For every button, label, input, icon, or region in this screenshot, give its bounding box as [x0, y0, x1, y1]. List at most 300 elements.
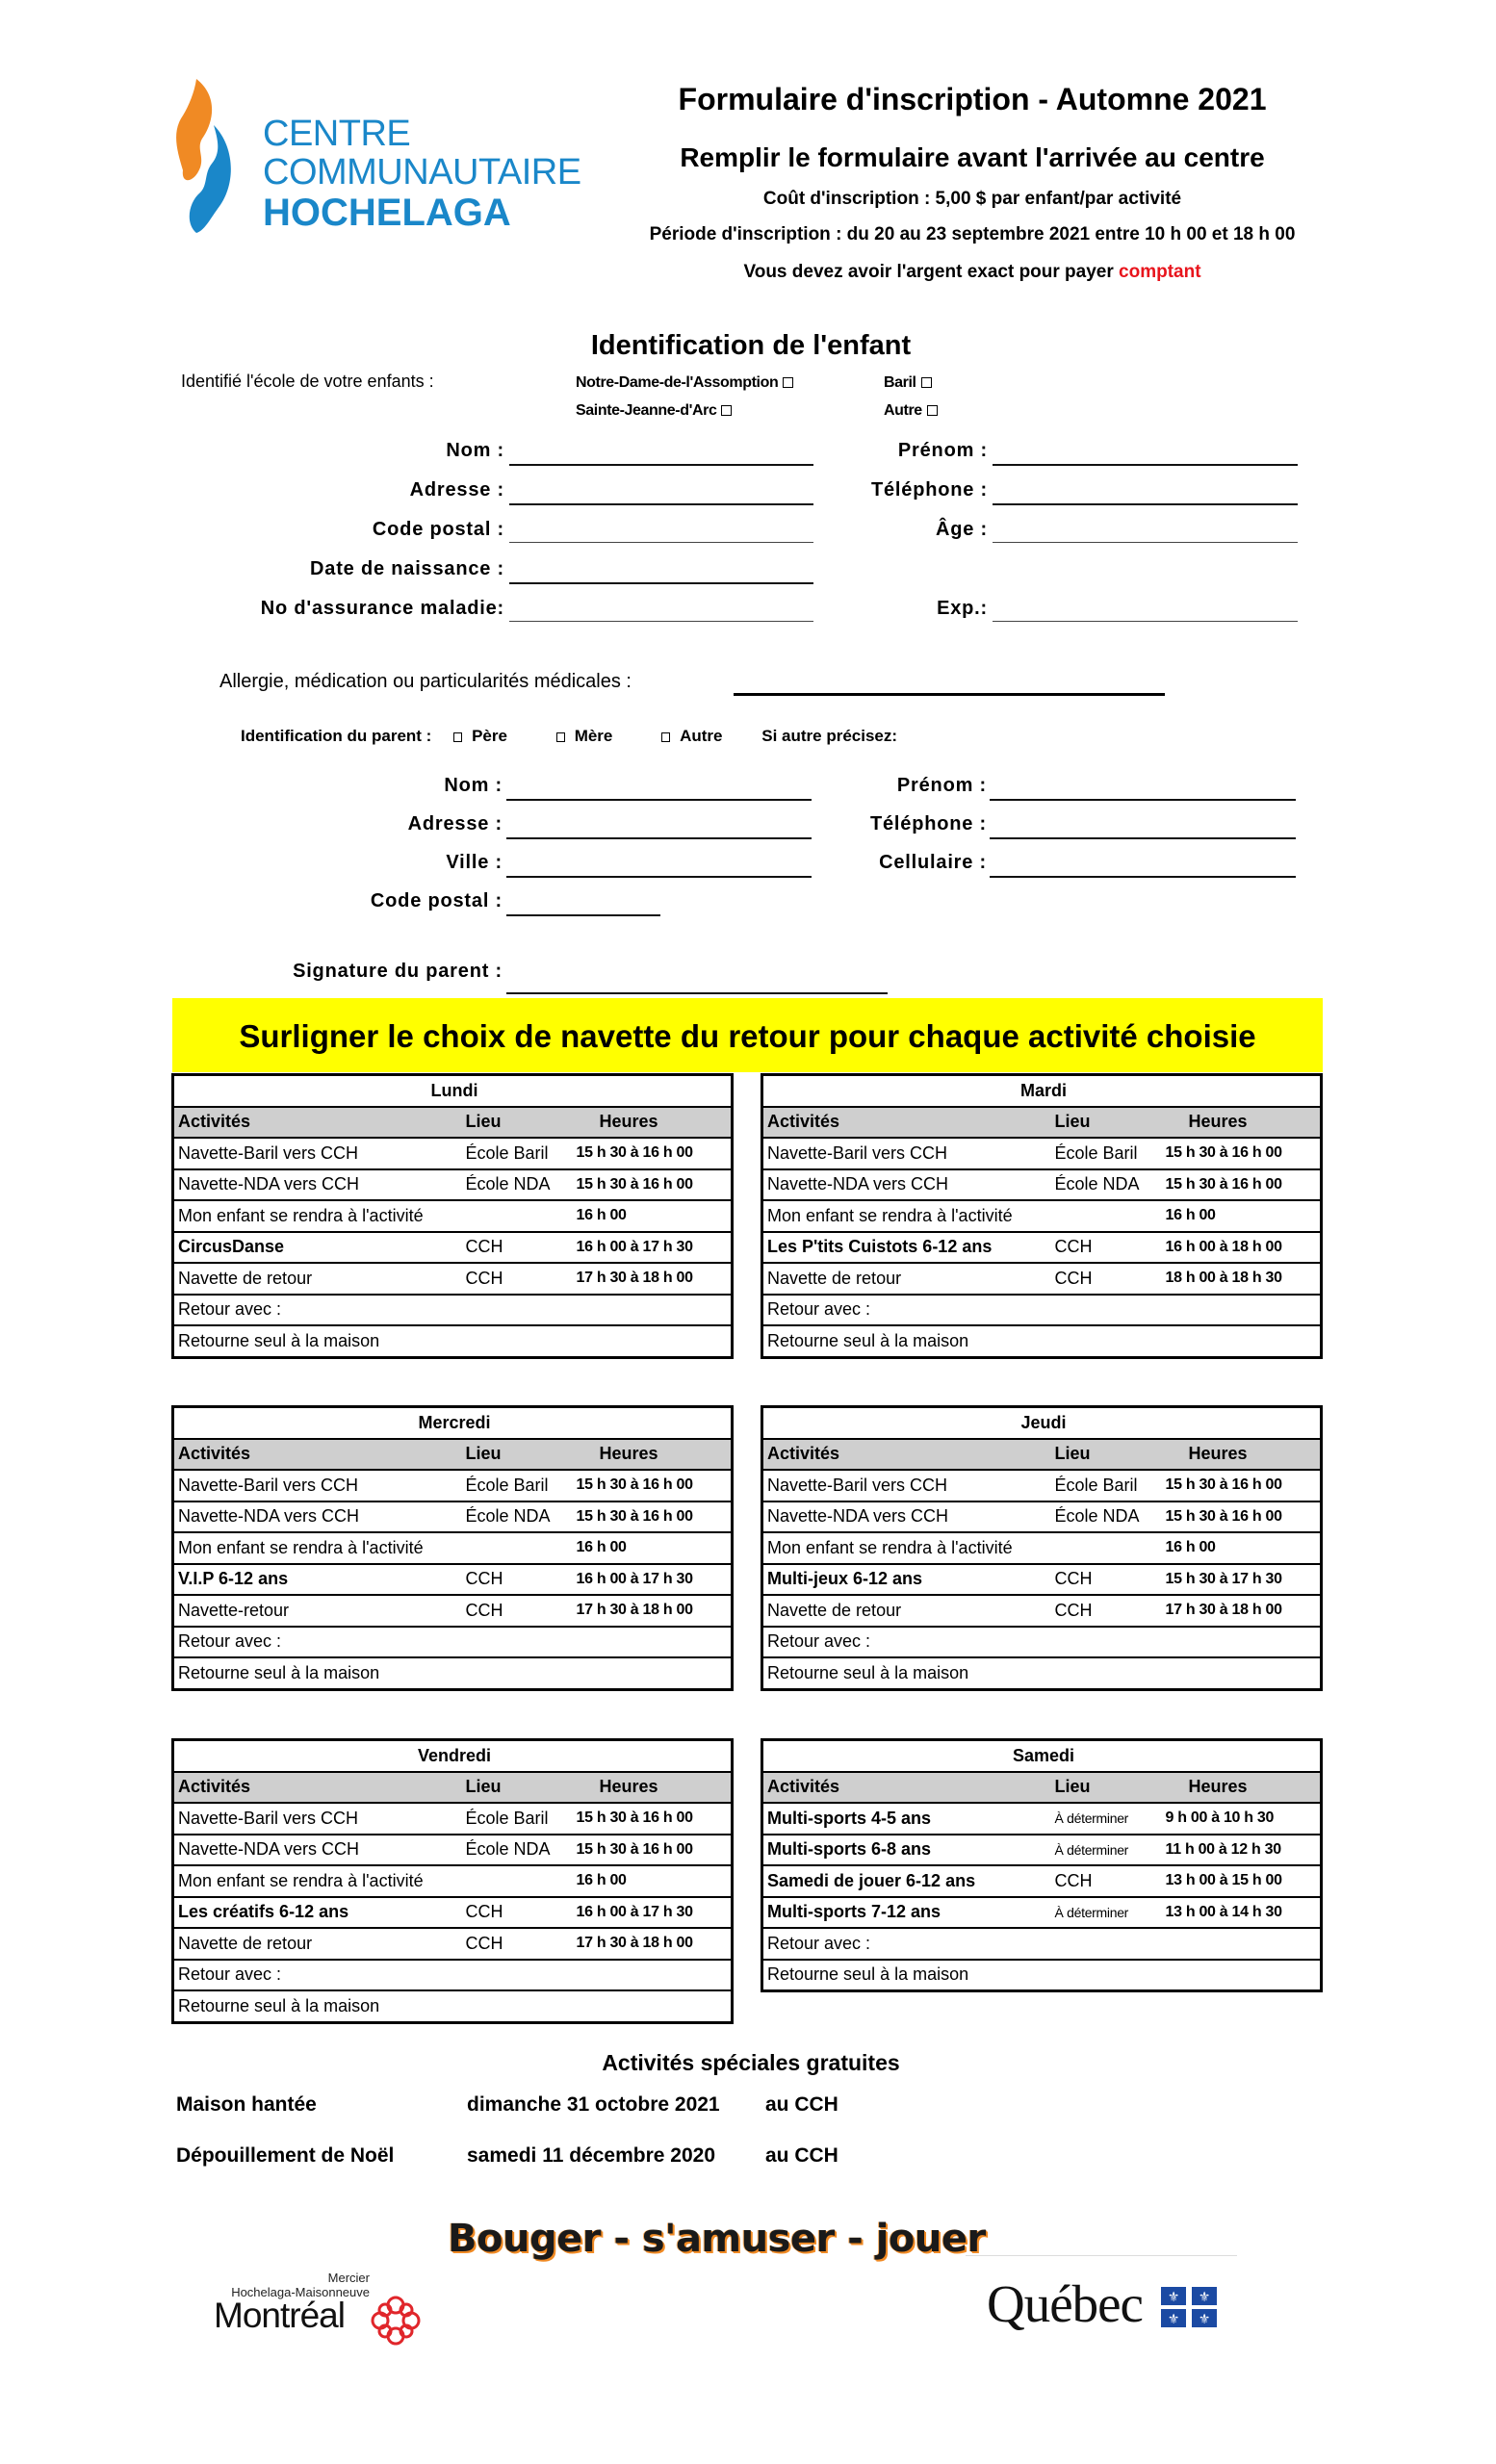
parent-telephone-label: Téléphone : [869, 813, 987, 834]
activity-place: CCH [462, 1897, 573, 1929]
child-health-insurance-field[interactable] [509, 621, 813, 622]
activity-hours: 15 h 30 à 16 h 00 [573, 1835, 733, 1866]
activity-hours [573, 1295, 733, 1326]
child-nom-field[interactable] [509, 464, 813, 466]
activity-place: À déterminer [1051, 1803, 1162, 1835]
day-name: Mercredi [173, 1407, 733, 1439]
activity-row[interactable] [762, 1803, 1322, 1835]
activity-place: CCH [462, 1595, 573, 1627]
activity-hours: 15 h 30 à 16 h 00 [1162, 1169, 1322, 1201]
parent-option-label: Père [472, 727, 507, 745]
child-code-postal-field[interactable] [509, 542, 813, 543]
activity-place: École NDA [1051, 1502, 1162, 1533]
activity-name: Mon enfant se rendra à l'activité [173, 1865, 462, 1897]
activity-hours: 15 h 30 à 16 h 00 [573, 1803, 733, 1835]
column-header-row [173, 1772, 733, 1804]
parent-option-label: Autre [680, 727, 723, 745]
montreal-borough-line2: Hochelaga-Maisonneuve [231, 2284, 370, 2299]
activity-place [1051, 1295, 1162, 1326]
activity-place: École NDA [462, 1169, 573, 1201]
activity-hours: 11 h 00 à 12 h 30 [1162, 1835, 1322, 1866]
activity-place [1051, 1928, 1162, 1960]
activity-name: CircusDanse [173, 1232, 462, 1264]
activity-row[interactable] [762, 1232, 1322, 1264]
special-event-1-date: dimanche 31 octobre 2021 [467, 2093, 720, 2116]
activity-name: Mon enfant se rendra à l'activité [173, 1200, 462, 1232]
signature-label: Signature du parent : [293, 961, 503, 982]
activity-row[interactable] [173, 1595, 733, 1627]
svg-text:⚜: ⚜ [1198, 2312, 1211, 2327]
header-hours: Heures [1162, 1439, 1322, 1471]
activity-name: Navette-NDA vers CCH [173, 1169, 462, 1201]
activity-row[interactable] [173, 1657, 733, 1689]
activity-row[interactable] [762, 1200, 1322, 1232]
parent-ville-label: Ville : [446, 852, 503, 873]
parent-option-label: Mère [574, 727, 613, 745]
activity-place: École Baril [462, 1470, 573, 1502]
activity-hours [1162, 1295, 1322, 1326]
activity-row[interactable] [173, 1897, 733, 1929]
activity-row[interactable] [762, 1835, 1322, 1866]
activity-row[interactable] [173, 1502, 733, 1533]
activity-hours: 17 h 30 à 18 h 00 [573, 1263, 733, 1295]
activity-hours: 18 h 00 à 18 h 30 [1162, 1263, 1322, 1295]
header-activity: Activités [762, 1772, 1051, 1804]
school-option-label: Sainte-Jeanne-d'Arc [576, 402, 717, 419]
activity-name: Navette-NDA vers CCH [173, 1502, 462, 1533]
activity-name: Retourne seul à la maison [173, 1325, 462, 1357]
child-section-title: Identification de l'enfant [590, 330, 912, 361]
day-name: Vendredi [173, 1740, 733, 1772]
child-adresse-label: Adresse : [409, 479, 504, 500]
activity-row[interactable] [762, 1627, 1322, 1658]
parent-adresse-label: Adresse : [407, 813, 503, 834]
activity-row[interactable] [762, 1325, 1322, 1357]
special-event-1-place: au CCH [765, 2093, 838, 2116]
parent-prenom-field[interactable] [990, 799, 1296, 801]
registration-period: Période d'inscription : du 20 au 23 septembre 2021 entre 10 h 00 et 18 h 00 [649, 224, 1296, 244]
allergy-field[interactable] [734, 693, 1165, 696]
activity-hours: 9 h 00 à 10 h 30 [1162, 1803, 1322, 1835]
activity-place: École Baril [1051, 1138, 1162, 1169]
activity-hours [1162, 1325, 1322, 1357]
quebec-logo-text: Québec [987, 2274, 1143, 2333]
activity-name: Retourne seul à la maison [762, 1960, 1051, 1991]
activity-name: Navette-NDA vers CCH [762, 1169, 1051, 1201]
child-age-field[interactable] [993, 542, 1298, 543]
child-birthdate-field[interactable] [509, 582, 813, 584]
activity-place [1051, 1627, 1162, 1658]
school-label: Identifié l'école de votre enfants : [181, 372, 434, 391]
activity-place: École Baril [1051, 1470, 1162, 1502]
header-place: Lieu [1051, 1107, 1162, 1139]
parent-adresse-field[interactable] [506, 837, 812, 839]
activity-name: Navette-Baril vers CCH [762, 1138, 1051, 1169]
activity-name: Navette-Baril vers CCH [173, 1470, 462, 1502]
activity-hours: 15 h 30 à 17 h 30 [1162, 1564, 1322, 1596]
checkbox-icon[interactable] [453, 732, 462, 742]
special-event-2-name: Dépouillement de Noël [176, 2144, 395, 2167]
header-place: Lieu [462, 1772, 573, 1804]
activity-name: Navette-NDA vers CCH [762, 1502, 1051, 1533]
activity-hours [573, 1657, 733, 1689]
child-nom-label: Nom : [446, 440, 504, 461]
logo-line-2: COMMUNAUTAIRE [263, 152, 581, 192]
activity-place: À déterminer [1051, 1835, 1162, 1866]
divider [966, 2255, 1237, 2256]
school-option-other[interactable] [884, 402, 938, 420]
header-hours: Heures [1162, 1772, 1322, 1804]
column-header-row [173, 1107, 733, 1139]
activity-name: Retourne seul à la maison [762, 1657, 1051, 1689]
activity-name: Samedi de jouer 6-12 ans [762, 1865, 1051, 1897]
special-event-2-place: au CCH [765, 2144, 838, 2167]
activity-hours: 16 h 00 [573, 1200, 733, 1232]
activity-row[interactable] [173, 1138, 733, 1169]
parent-cellulaire-label: Cellulaire : [879, 852, 987, 873]
activity-name: Retour avec : [762, 1295, 1051, 1326]
header-place: Lieu [1051, 1772, 1162, 1804]
activity-name: Multi-jeux 6-12 ans [762, 1564, 1051, 1596]
activity-place: CCH [462, 1928, 573, 1960]
activity-place [1051, 1200, 1162, 1232]
header-place: Lieu [462, 1439, 573, 1471]
child-birthdate-label: Date de naissance : [310, 558, 504, 579]
activity-place [462, 1325, 573, 1357]
activity-place: CCH [462, 1564, 573, 1596]
child-telephone-label: Téléphone : [870, 479, 988, 500]
flame-hands-logo-icon [175, 79, 235, 233]
activity-name: Retour avec : [762, 1627, 1051, 1658]
activity-place [462, 1657, 573, 1689]
child-code-postal-label: Code postal : [372, 519, 504, 540]
day-name: Samedi [762, 1740, 1322, 1772]
header-activity: Activités [762, 1439, 1051, 1471]
activity-row[interactable] [173, 1627, 733, 1658]
activity-row[interactable] [173, 1325, 733, 1357]
activity-name: Navette-retour [173, 1595, 462, 1627]
activity-name: Navette de retour [762, 1595, 1051, 1627]
signature-field[interactable] [506, 992, 888, 994]
activity-place [1051, 1657, 1162, 1689]
activity-hours: 15 h 30 à 16 h 00 [1162, 1470, 1322, 1502]
parent-prenom-label: Prénom : [896, 775, 987, 796]
activity-hours [1162, 1627, 1322, 1658]
activity-name: Retour avec : [173, 1295, 462, 1326]
activity-place [462, 1960, 573, 1991]
activity-name: Navette de retour [173, 1928, 462, 1960]
activity-name: Navette-NDA vers CCH [173, 1835, 462, 1866]
activity-name: Multi-sports 6-8 ans [762, 1835, 1051, 1866]
activity-name: Retourne seul à la maison [762, 1325, 1051, 1357]
centre-logo-text [263, 116, 581, 232]
school-option-label: Autre [884, 402, 922, 419]
activity-place: CCH [1051, 1232, 1162, 1264]
activity-place [462, 1990, 573, 2022]
activity-row[interactable] [762, 1865, 1322, 1897]
activity-place [462, 1200, 573, 1232]
payment-cash-highlight: comptant [1119, 262, 1201, 282]
header-place: Lieu [462, 1107, 573, 1139]
parent-nom-label: Nom : [444, 775, 503, 796]
activity-place [462, 1865, 573, 1897]
activity-place: CCH [1051, 1595, 1162, 1627]
activity-row[interactable] [762, 1595, 1322, 1627]
header-hours: Heures [573, 1439, 733, 1471]
schedule-table-lundi [171, 1073, 734, 1359]
activity-hours: 16 h 00 à 17 h 30 [573, 1897, 733, 1929]
header-place: Lieu [1051, 1439, 1162, 1471]
schedule-table-jeudi [761, 1405, 1323, 1691]
activity-row[interactable] [762, 1564, 1322, 1596]
activity-row[interactable] [173, 1532, 733, 1564]
activity-hours [1162, 1657, 1322, 1689]
activity-name: Navette de retour [173, 1263, 462, 1295]
day-title-row [173, 1407, 733, 1439]
checkbox-icon[interactable] [783, 377, 793, 388]
activity-name: Multi-sports 4-5 ans [762, 1803, 1051, 1835]
form-title: Formulaire d'inscription - Automne 2021 [678, 82, 1267, 116]
school-option-label: Baril [884, 374, 916, 391]
activity-place [462, 1627, 573, 1658]
activity-name: Les P'tits Cuistots 6-12 ans [762, 1232, 1051, 1264]
activity-name: Retourne seul à la maison [173, 1657, 462, 1689]
quebec-flag-icon [1160, 2286, 1218, 2328]
activity-row[interactable] [173, 1990, 733, 2022]
activity-name: Navette de retour [762, 1263, 1051, 1295]
montreal-logo-text: Montréal [214, 2296, 345, 2335]
activity-name: Navette-Baril vers CCH [173, 1803, 462, 1835]
activity-hours: 16 h 00 [573, 1865, 733, 1897]
activity-place [462, 1295, 573, 1326]
activity-hours [573, 1990, 733, 2022]
activity-row[interactable] [762, 1532, 1322, 1564]
activity-name: Les créatifs 6-12 ans [173, 1897, 462, 1929]
activity-hours [1162, 1960, 1322, 1991]
activity-hours: 13 h 00 à 14 h 30 [1162, 1897, 1322, 1929]
activity-hours: 17 h 30 à 18 h 00 [573, 1595, 733, 1627]
activity-name: Mon enfant se rendra à l'activité [762, 1532, 1051, 1564]
activity-row[interactable] [762, 1502, 1322, 1533]
school-option-sja[interactable] [576, 402, 732, 420]
activity-row[interactable] [762, 1897, 1322, 1929]
activity-hours: 17 h 30 à 18 h 00 [573, 1928, 733, 1960]
schedule-table-mercredi [171, 1405, 734, 1691]
day-name: Lundi [173, 1075, 733, 1107]
activity-place: École NDA [1051, 1169, 1162, 1201]
column-header-row [762, 1107, 1322, 1139]
activity-row[interactable] [173, 1564, 733, 1596]
parent-code-postal-label: Code postal : [370, 890, 503, 911]
activity-place: CCH [462, 1263, 573, 1295]
header-hours: Heures [573, 1772, 733, 1804]
activity-hours [1162, 1928, 1322, 1960]
column-header-row [762, 1772, 1322, 1804]
svg-text:⚜: ⚜ [1198, 2290, 1211, 2305]
schedule-table-samedi [761, 1738, 1323, 1992]
activity-row[interactable] [173, 1295, 733, 1326]
schedule-table-vendredi [171, 1738, 734, 2024]
svg-text:⚜: ⚜ [1167, 2290, 1180, 2305]
day-title-row [173, 1740, 733, 1772]
activity-hours: 15 h 30 à 16 h 00 [1162, 1138, 1322, 1169]
activity-row[interactable] [173, 1960, 733, 1991]
registration-cost: Coût d'inscription : 5,00 $ par enfant/par activité [762, 189, 1182, 209]
child-exp-label: Exp.: [937, 598, 988, 619]
activity-place: À déterminer [1051, 1897, 1162, 1929]
activity-place: École Baril [462, 1803, 573, 1835]
day-name: Mardi [762, 1075, 1322, 1107]
child-adresse-field[interactable] [509, 503, 813, 505]
checkbox-icon[interactable] [661, 732, 670, 742]
activity-name: Mon enfant se rendra à l'activité [173, 1532, 462, 1564]
activity-name: Mon enfant se rendra à l'activité [762, 1200, 1051, 1232]
column-header-row [762, 1439, 1322, 1471]
parent-code-postal-field[interactable] [506, 914, 660, 916]
activity-row[interactable] [762, 1960, 1322, 1991]
activity-row[interactable] [173, 1928, 733, 1960]
child-prenom-field[interactable] [993, 464, 1298, 466]
activity-place: CCH [1051, 1865, 1162, 1897]
activity-hours: 17 h 30 à 18 h 00 [1162, 1595, 1322, 1627]
school-option-label: Notre-Dame-de-l'Assomption [576, 374, 779, 391]
parent-id-label: Identification du parent : [241, 727, 432, 745]
child-exp-field[interactable] [993, 621, 1298, 622]
activity-name: Retour avec : [762, 1928, 1051, 1960]
child-age-label: Âge : [936, 519, 988, 540]
activity-row[interactable] [762, 1169, 1322, 1201]
child-health-insurance-label: No d'assurance maladie: [260, 598, 504, 619]
activity-hours: 15 h 30 à 16 h 00 [1162, 1502, 1322, 1533]
special-event-2-date: samedi 11 décembre 2020 [467, 2144, 716, 2167]
parent-cellulaire-field[interactable] [990, 876, 1296, 878]
checkbox-icon[interactable] [721, 405, 732, 416]
header-activity: Activités [173, 1439, 462, 1471]
activity-hours: 16 h 00 à 17 h 30 [573, 1564, 733, 1596]
activity-place: CCH [462, 1232, 573, 1264]
activity-row[interactable] [762, 1657, 1322, 1689]
header-activity: Activités [762, 1107, 1051, 1139]
activity-place [1051, 1325, 1162, 1357]
activity-row[interactable] [173, 1232, 733, 1264]
activity-row[interactable] [173, 1865, 733, 1897]
activity-place: École NDA [462, 1502, 573, 1533]
header-activity: Activités [173, 1107, 462, 1139]
activity-name: Retour avec : [173, 1627, 462, 1658]
activity-name: V.I.P 6-12 ans [173, 1564, 462, 1596]
activity-row[interactable] [762, 1470, 1322, 1502]
montreal-borough-line1: Mercier [327, 2271, 370, 2285]
checkbox-icon[interactable] [556, 732, 565, 742]
activity-name: Navette-Baril vers CCH [173, 1138, 462, 1169]
activity-row[interactable] [762, 1295, 1322, 1326]
day-title-row [762, 1407, 1322, 1439]
parent-other-specify-label: Si autre précisez: [761, 727, 898, 745]
day-name: Jeudi [762, 1407, 1322, 1439]
parent-nom-field[interactable] [506, 799, 812, 801]
activity-name: Retour avec : [173, 1960, 462, 1991]
school-option-baril[interactable] [884, 374, 932, 392]
day-title-row [762, 1740, 1322, 1772]
special-activities-title: Activités spéciales gratuites [602, 2050, 900, 2075]
special-event-1-name: Maison hantée [176, 2093, 317, 2116]
day-title-row [762, 1075, 1322, 1107]
schedule-table-mardi [761, 1073, 1323, 1359]
day-title-row [173, 1075, 733, 1107]
svg-text:⚜: ⚜ [1167, 2312, 1180, 2327]
activity-name: Navette-Baril vers CCH [762, 1470, 1051, 1502]
allergy-label: Allergie, médication ou particularités médicales : [219, 671, 632, 692]
highlight-instruction-text: Surligner le choix de navette du retour pour chaque activité choisie [239, 1018, 1256, 1054]
slogan: Bouger - s'amuser - jouer [448, 2217, 986, 2261]
column-header-row [173, 1439, 733, 1471]
activity-hours: 16 h 00 à 17 h 30 [573, 1232, 733, 1264]
form-subtitle: Remplir le formulaire avant l'arrivée au centre [680, 142, 1265, 172]
activity-hours: 15 h 30 à 16 h 00 [573, 1470, 733, 1502]
parent-option-father[interactable] [453, 727, 507, 745]
activity-place: CCH [1051, 1564, 1162, 1596]
activity-row[interactable] [173, 1835, 733, 1866]
activity-place [1051, 1960, 1162, 1991]
activity-row[interactable] [173, 1263, 733, 1295]
child-telephone-field[interactable] [993, 503, 1298, 505]
activity-hours: 16 h 00 [573, 1532, 733, 1564]
logo-line-3: HOCHELAGA [263, 192, 511, 234]
activity-hours: 16 h 00 à 18 h 00 [1162, 1232, 1322, 1264]
activity-place: CCH [1051, 1263, 1162, 1295]
activity-hours: 16 h 00 [1162, 1532, 1322, 1564]
checkbox-icon[interactable] [927, 405, 938, 416]
payment-notice [597, 262, 1348, 283]
activity-row[interactable] [762, 1263, 1322, 1295]
school-option-nda[interactable] [576, 374, 793, 392]
parent-option-other[interactable] [661, 727, 722, 745]
activity-hours: 15 h 30 à 16 h 00 [573, 1502, 733, 1533]
header-activity: Activités [173, 1772, 462, 1804]
activity-row[interactable] [173, 1803, 733, 1835]
parent-identification [241, 727, 897, 746]
activity-hours [573, 1325, 733, 1357]
montreal-rosette-icon [371, 2296, 421, 2346]
activity-hours [573, 1960, 733, 1991]
activity-place [1051, 1532, 1162, 1564]
activity-name: Multi-sports 7-12 ans [762, 1897, 1051, 1929]
child-prenom-label: Prénom : [897, 440, 988, 461]
header-hours: Heures [573, 1107, 733, 1139]
checkbox-icon[interactable] [921, 377, 932, 388]
parent-telephone-field[interactable] [990, 837, 1296, 839]
activity-hours [573, 1627, 733, 1658]
activity-row[interactable] [173, 1200, 733, 1232]
parent-ville-field[interactable] [506, 876, 812, 878]
activity-name: Retourne seul à la maison [173, 1990, 462, 2022]
activity-hours: 13 h 00 à 15 h 00 [1162, 1865, 1322, 1897]
activity-hours: 16 h 00 [1162, 1200, 1322, 1232]
activity-place: École Baril [462, 1138, 573, 1169]
activity-row[interactable] [762, 1138, 1322, 1169]
activity-hours: 15 h 30 à 16 h 00 [573, 1138, 733, 1169]
activity-hours: 15 h 30 à 16 h 00 [573, 1169, 733, 1201]
logo-line-1: CENTRE [263, 114, 411, 154]
activity-place [462, 1532, 573, 1564]
payment-notice-text: Vous devez avoir l'argent exact pour payer [743, 262, 1120, 282]
activity-row[interactable] [762, 1928, 1322, 1960]
activity-row[interactable] [173, 1169, 733, 1201]
activity-row[interactable] [173, 1470, 733, 1502]
parent-option-mother[interactable] [556, 727, 613, 745]
header-hours: Heures [1162, 1107, 1322, 1139]
activity-place: École NDA [462, 1835, 573, 1866]
